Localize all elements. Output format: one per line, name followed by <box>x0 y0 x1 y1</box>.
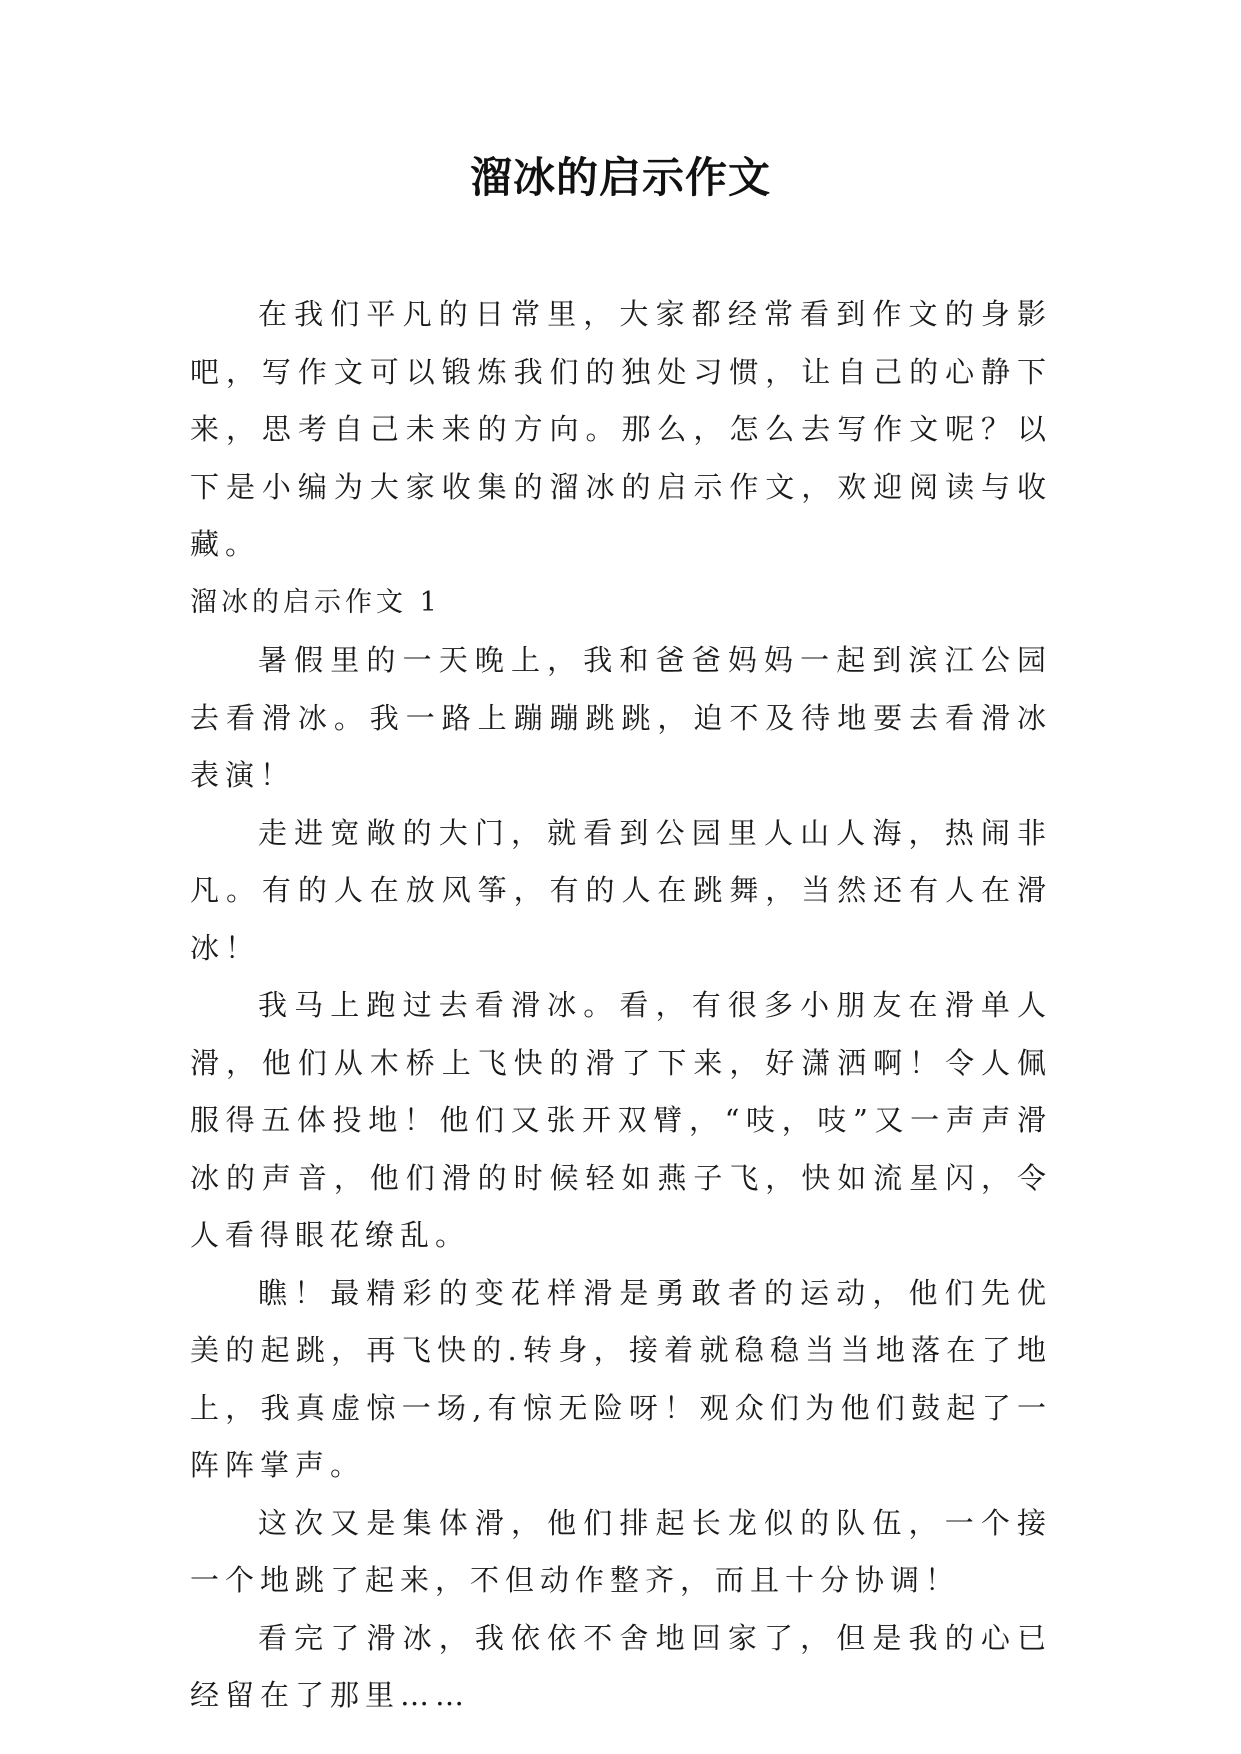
essay-paragraph: 瞧！最精彩的变花样滑是勇敢者的运动，他们先优美的起跳，再飞快的.转身，接着就稳稳当当地落在了地上，我真虚惊一场,有惊无险呀！观众们为他们鼓起了一阵阵掌声。 <box>190 1275 1052 1482</box>
essay-paragraph: 走进宽敞的大门，就看到公园里人山人海，热闹非凡。有的人在放风筝，有的人在跳舞，当然还有人在滑冰！ <box>190 815 1052 965</box>
document-title: 溜冰的启示作文 <box>469 153 771 202</box>
intro-paragraph: 在我们平凡的日常里，大家都经常看到作文的身影吧，写作文可以锻炼我们的独处习惯，让自己的心静下来，思考自己未来的方向。那么，怎么去写作文呢？以下是小编为大家收集的溜冰的启示作文，欢迎阅读与收藏。 <box>190 297 1052 561</box>
essay-paragraph: 我马上跑过去看滑冰。看，有很多小朋友在滑单人滑，他们从木桥上飞快的滑了下来，好潇洒啊！令人佩服得五体投地！他们又张开双臂，“吱，吱”又一声声滑冰的声音，他们滑的时候轻如燕子飞，快如流星闪，令人看得眼花缭乱。 <box>190 988 1052 1252</box>
section-heading: 溜冰的启示作文 1 <box>190 587 441 618</box>
essay-paragraph: 这次又是集体滑，他们排起长龙似的队伍，一个接一个地跳了起来，不但动作整齐，而且十分协调！ <box>190 1505 1052 1597</box>
essay-paragraph: 看完了滑冰，我依依不舍地回家了，但是我的心已经留在了那里…… <box>190 1620 1052 1712</box>
essay-body <box>190 632 1052 1725</box>
essay-paragraph: 暑假里的一天晚上，我和爸爸妈妈一起到滨江公园去看滑冰。我一路上蹦蹦跳跳，迫不及待地要去看滑冰表演！ <box>190 643 1052 792</box>
